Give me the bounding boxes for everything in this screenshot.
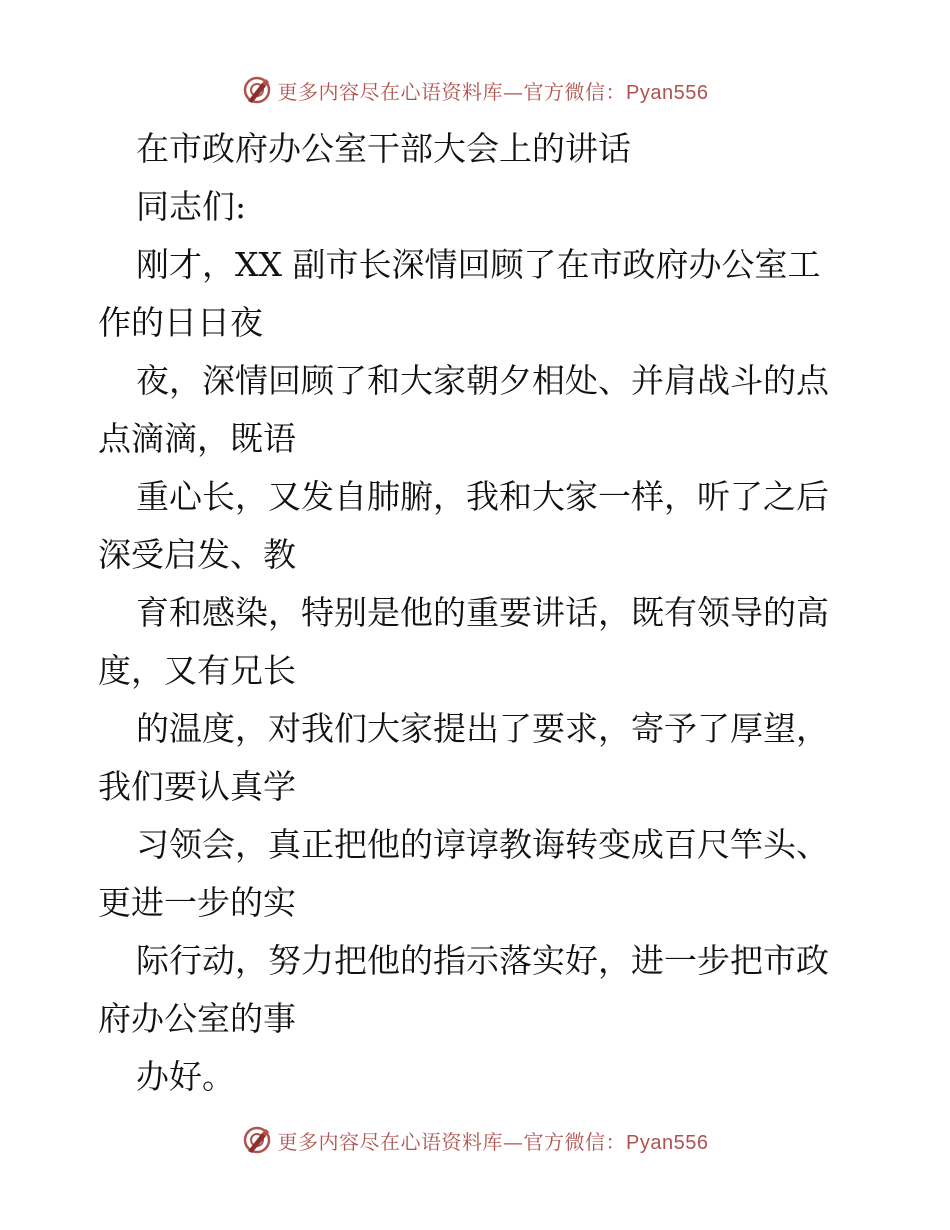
document-line: 府办公室的事 [98, 999, 296, 1038]
document-line: 点滴滴，既语 [98, 419, 296, 458]
document-line: 我们要认真学 [98, 767, 296, 806]
banner-label: 更多内容尽在心语资料库—官方微信： [277, 79, 627, 104]
red-pen-logo-icon [242, 75, 272, 105]
document-line: 重心长，又发自肺腑，我和大家一样，听了之后 [136, 477, 829, 516]
banner-text [278, 1126, 709, 1155]
banner-text [278, 76, 709, 105]
document-line: 在市政府办公室干部大会上的讲话 [136, 129, 631, 168]
document-line: 夜，深情回顾了和大家朝夕相处、并肩战斗的点 [136, 361, 829, 400]
document-line: 刚才，XX 副市长深情回顾了在市政府办公室工 [136, 245, 821, 284]
document-line: 更进一步的实 [98, 883, 296, 922]
banner-wechat-id: Pyan556 [626, 81, 709, 104]
document-line: 办好。 [136, 1057, 235, 1096]
document-line: 度，又有兄长 [98, 651, 296, 690]
banner-label: 更多内容尽在心语资料库—官方微信： [277, 1129, 627, 1154]
document-line: 作的日日夜 [98, 303, 263, 342]
document-line: 习领会，真正把他的谆谆教诲转变成百尺竿头、 [136, 825, 829, 864]
document-line: 际行动，努力把他的指示落实好，进一步把市政 [136, 941, 829, 980]
document-line: 育和感染，特别是他的重要讲话，既有领导的高 [136, 593, 829, 632]
red-pen-logo-icon [242, 1125, 272, 1155]
document-body [98, 120, 858, 1106]
footer-banner [0, 1120, 950, 1160]
banner-wechat-id: Pyan556 [626, 1131, 709, 1154]
document-line: 的温度，对我们大家提出了要求，寄予了厚望， [136, 709, 829, 748]
header-banner [0, 70, 950, 110]
document-line: 深受启发、教 [98, 535, 296, 574]
document-line: 同志们: [136, 187, 247, 226]
